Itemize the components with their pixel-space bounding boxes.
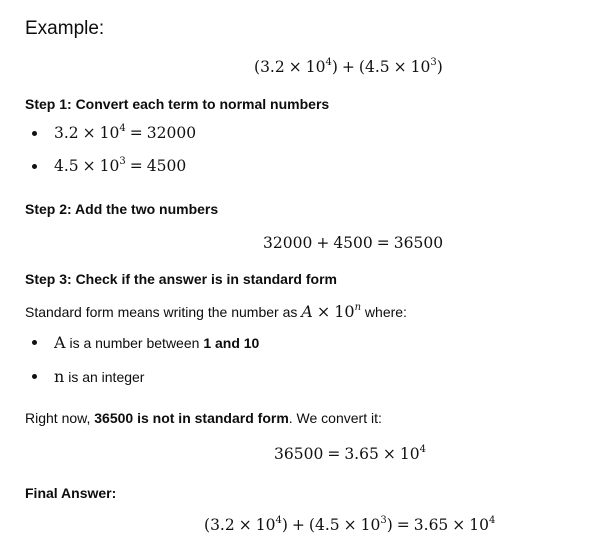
step1-heading: Step 1: Convert each term to normal numbers bbox=[25, 96, 330, 112]
step1-item-2: $4.5 \times 10^3 = 4500$ bbox=[54, 156, 187, 175]
example-title: Example: bbox=[25, 18, 105, 39]
step2-equation: 32000 + 4500 = 36500 bbox=[263, 234, 444, 252]
bullet-icon bbox=[32, 164, 37, 169]
conversion-note: Right now, 36500 is not in standard form. We convert it: bbox=[25, 410, 382, 426]
bullet-icon bbox=[32, 340, 37, 345]
final-answer-equation: $(3.2 \times 10^4) + (4.5 \times 10^3) = 3.65 \times 10^4$ bbox=[204, 515, 496, 534]
standard-form-intro: Standard form means writing the number as $A \times 10^n$ where: bbox=[25, 302, 407, 321]
bullet-icon bbox=[32, 131, 37, 136]
step2-heading: Step 2: Add the two numbers bbox=[25, 201, 219, 217]
step3-heading: Step 3: Check if the answer is in standard form bbox=[25, 271, 337, 287]
bullet-icon bbox=[32, 374, 37, 379]
condition-a: A is a number between 1 and 10 bbox=[54, 333, 260, 352]
step1-item-1: $3.2 \times 10^4 = 32000$ bbox=[54, 123, 197, 142]
conversion-equation: $36500 = 3.65 \times 10^4$ bbox=[274, 444, 426, 463]
condition-n: n is an integer bbox=[54, 367, 145, 386]
example-expression: $(3.2 \times 10^4) + (4.5 \times 10^3)$ bbox=[254, 57, 443, 76]
final-answer-heading: Final Answer: bbox=[25, 485, 117, 501]
